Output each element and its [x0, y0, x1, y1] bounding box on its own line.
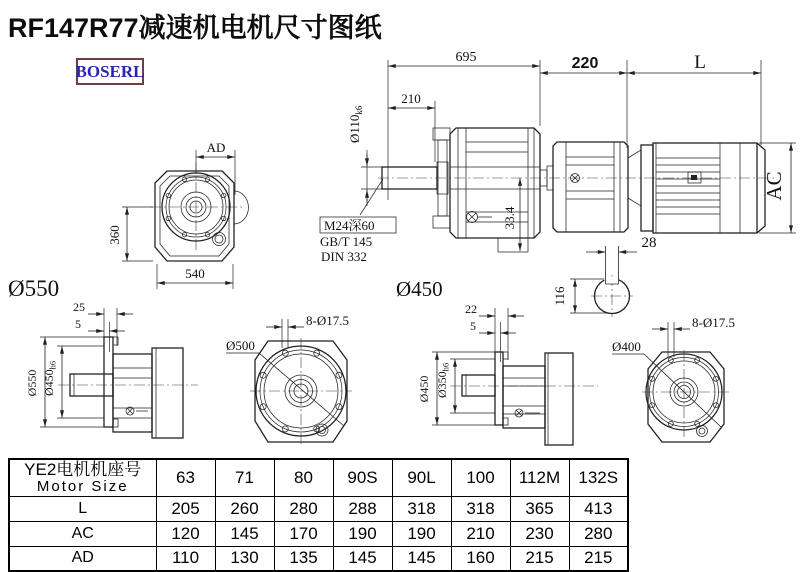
- dim-od-450: Ø450: [417, 375, 431, 403]
- label-tap-hole: M24深60: [324, 218, 375, 233]
- table-cell: 215: [569, 546, 628, 571]
- table-cell: 190: [392, 521, 451, 546]
- table-cell: 205: [156, 496, 215, 521]
- dim-spigot-450: $Ø450_{h6}$: [42, 360, 58, 396]
- col-100: 100: [451, 459, 510, 496]
- label-bolt-circle-400: Ø400: [612, 339, 641, 354]
- table-cell: 413: [569, 496, 628, 521]
- col-112m: 112M: [510, 459, 569, 496]
- dim-116: 116: [552, 286, 567, 306]
- dim-5-large: 5: [75, 317, 81, 331]
- table-row-L: [9, 496, 628, 521]
- table-cell: 210: [451, 521, 510, 546]
- col-90l: 90L: [392, 459, 451, 496]
- label-standard-din: DIN 332: [321, 249, 367, 264]
- label-holes-small: 8-Ø17.5: [692, 315, 735, 330]
- table-cell: 318: [451, 496, 510, 521]
- flange-face-view-small: [612, 315, 735, 442]
- dim-695: 695: [455, 50, 477, 65]
- row-label-AD: AD: [9, 546, 156, 571]
- table-header-row: [9, 459, 628, 496]
- label-dia-450: Ø450: [396, 277, 443, 301]
- table-cell: 130: [215, 546, 274, 571]
- label-standard-gbt: GB/T 145: [320, 234, 373, 249]
- dim-od-550: Ø550: [25, 369, 39, 397]
- table-cell: 280: [274, 496, 333, 521]
- table-cell: 230: [510, 521, 569, 546]
- dim-AC: AC: [762, 171, 786, 201]
- col-71: 71: [215, 459, 274, 496]
- dim-ad: AD: [206, 140, 226, 155]
- table-cell: 318: [392, 496, 451, 521]
- table-row-AC: [9, 521, 628, 546]
- label-holes-large: 8-Ø17.5: [306, 313, 349, 328]
- table-cell: 215: [510, 546, 569, 571]
- table-cell: 145: [392, 546, 451, 571]
- dim-L: L: [694, 52, 706, 73]
- dim-25: 25: [73, 300, 85, 314]
- label-shaft-dia: $Ø110_{k6}$: [347, 105, 364, 143]
- col-132s: 132S: [569, 459, 628, 496]
- label-bolt-circle-500: Ø500: [226, 338, 255, 353]
- table-header-motor-size: [9, 459, 156, 496]
- gearbox-side-view: [320, 50, 776, 301]
- table-cell: 145: [333, 546, 392, 571]
- table-cell: 110: [156, 546, 215, 571]
- motor-size-table: [8, 458, 629, 572]
- dim-28: 28: [641, 235, 657, 251]
- table-cell: 260: [215, 496, 274, 521]
- dim-5-small: 5: [470, 319, 476, 333]
- boserl-logo-text: BOSERL: [75, 61, 145, 81]
- flange-side-view-large: [25, 300, 198, 438]
- table-cell: 170: [274, 521, 333, 546]
- col-63: 63: [156, 459, 215, 496]
- motor-side-view: [540, 52, 796, 233]
- page-title: RF147R77减速机电机尺寸图纸: [8, 13, 382, 43]
- dim-210: 210: [401, 91, 421, 106]
- dim-540: 540: [185, 266, 205, 281]
- dim-33-4: 33.4: [502, 206, 517, 230]
- gearbox-front-view: [8, 140, 248, 301]
- flange-side-view-small: [417, 302, 598, 445]
- row-label-AC: AC: [9, 521, 156, 546]
- table-row-AD: [9, 546, 628, 571]
- table-cell: 135: [274, 546, 333, 571]
- table-cell: 120: [156, 521, 215, 546]
- label-dia-550: Ø550: [8, 276, 60, 301]
- table-cell: 365: [510, 496, 569, 521]
- col-90s: 90S: [333, 459, 392, 496]
- shaft-section-view: [552, 235, 657, 317]
- table-cell: 280: [569, 521, 628, 546]
- header-en: Motor Size: [36, 478, 129, 496]
- header-cn: YE2电机机座号: [24, 460, 142, 480]
- dim-360: 360: [107, 225, 122, 245]
- flange-face-view-large: [226, 313, 352, 446]
- dim-spigot-350: $Ø350_{h6}$: [435, 362, 451, 398]
- row-label-L: L: [9, 496, 156, 521]
- dim-22: 22: [465, 302, 477, 316]
- table-cell: 190: [333, 521, 392, 546]
- dim-220: 220: [571, 55, 599, 72]
- table-cell: 145: [215, 521, 274, 546]
- table-cell: 160: [451, 546, 510, 571]
- table-cell: 288: [333, 496, 392, 521]
- col-80: 80: [274, 459, 333, 496]
